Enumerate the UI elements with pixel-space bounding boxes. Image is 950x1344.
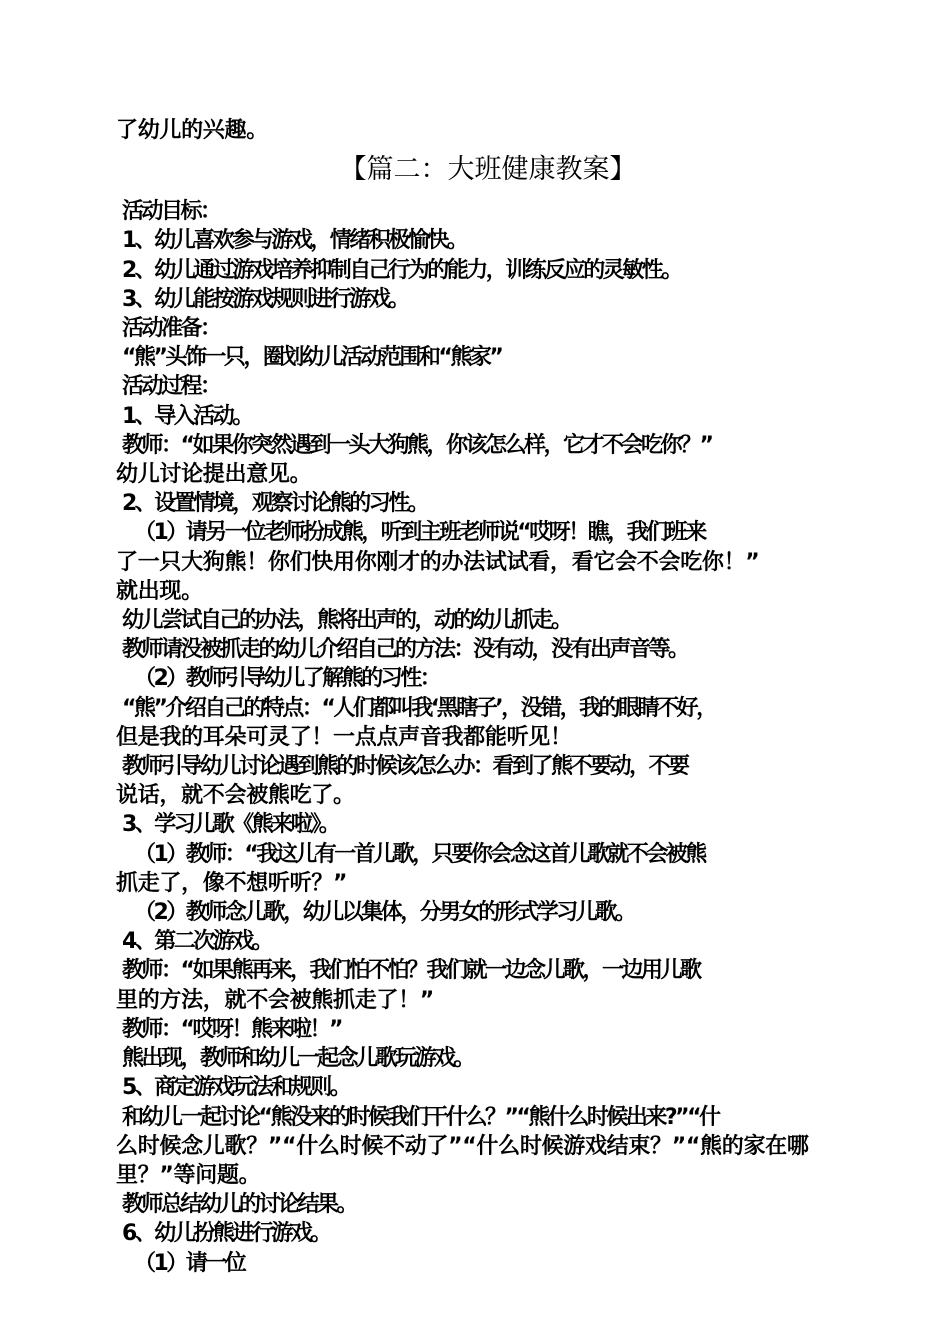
text-line: 1、幼儿喜欢参与游戏，情绪积极愉快。 (122, 228, 467, 254)
text-line: （1）教师：“我这儿有一首儿歌，只要你会念这首儿歌就不会被熊 (134, 841, 705, 867)
text-line: “熊”头饰一只，圈划幼儿活动范围和“熊家” (122, 345, 502, 371)
text-line: 教师引导幼儿讨论遇到熊的时候该怎么办：看到了熊不要动，不要 (122, 754, 688, 780)
text-line: 教师请没被抓走的幼儿介绍自己的方法：没有动，没有出声音等。 (122, 637, 688, 663)
text-line: （1）请一位 (134, 1250, 245, 1276)
section-title: 【篇二：大班健康教案】 (339, 154, 637, 186)
text-line: 6、幼儿扮熊进行游戏。 (122, 1221, 330, 1247)
text-line: 说话，就不会被熊吃了。 (116, 783, 355, 809)
text-line: 抓走了，像不想听听？” (116, 870, 348, 896)
text-line: （2）教师念儿歌，幼儿以集体，分男女的形式学习儿歌。 (134, 900, 635, 926)
text-line: 2、设置情境，观察讨论熊的习性。 (122, 491, 428, 517)
text-line: 和幼儿一起讨论“熊没来的时候我们干什么？”“熊什么时候出来?”“什 (122, 1104, 719, 1130)
text-line: 活动目标： (122, 199, 220, 225)
text-line: 里的方法，就不会被熊抓走了！” (116, 987, 434, 1013)
text-line: 就出现。 (116, 578, 203, 604)
text-line: 活动过程： (122, 374, 220, 400)
text-line: 4、第二次游戏。 (122, 929, 272, 955)
text-line: 1、导入活动。 (122, 403, 252, 429)
text-line: “熊”介绍自己的特点：“人们都叫我‘黑瞎子’，没错，我的眼睛不好， (122, 695, 716, 721)
text-line: 3、学习儿歌《熊来啦》。 (122, 812, 339, 838)
text-line: 活动准备： (122, 316, 220, 342)
text-line: 了幼儿的兴趣。 (116, 118, 268, 143)
text-line: （2）教师引导幼儿了解熊的习性： (134, 666, 440, 692)
document-body (116, 116, 836, 1278)
text-line: 教师：“如果你突然遇到一头大狗熊，你该怎么样，它才不会吃你？” (122, 432, 712, 458)
text-line: 里？”等问题。 (116, 1162, 261, 1188)
text-line: 熊出现，教师和幼儿一起念儿歌玩游戏。 (122, 1046, 474, 1072)
text-line: 2、幼儿通过游戏培养抑制自己行为的能力，训练反应的灵敏性。 (122, 257, 681, 283)
text-line: 了一只大狗熊！你们快用你刚才的办法试试看，看它会不会吃你！” (116, 549, 760, 575)
text-line: 5、商定游戏玩法和规则。 (122, 1075, 350, 1101)
text-line: （1）请另一位老师扮成熊，听到主班老师说“哎呀！瞧，我们班来 (134, 520, 705, 546)
text-line: 幼儿讨论提出意见。 (116, 462, 312, 488)
text-line: 教师总结幼儿的讨论结果。 (122, 1192, 357, 1218)
text-line: 么时候念儿歌？”“什么时候不动了”“什么时候游戏结束？”“熊的家在哪 (116, 1133, 809, 1159)
text-line: 3、幼儿能按游戏规则进行游戏。 (122, 286, 408, 312)
text-line: 教师：“如果熊再来，我们怕不怕？我们就一边念儿歌，一边用儿歌 (122, 958, 700, 984)
text-line: 但是我的耳朵可灵了！一点点声音我都能听见！ (116, 724, 572, 750)
text-line: 教师：“哎呀！熊来啦！” (122, 1016, 341, 1042)
text-line: 幼儿尝试自己的办法，熊将出声的，动的幼儿抓走。 (122, 608, 571, 634)
